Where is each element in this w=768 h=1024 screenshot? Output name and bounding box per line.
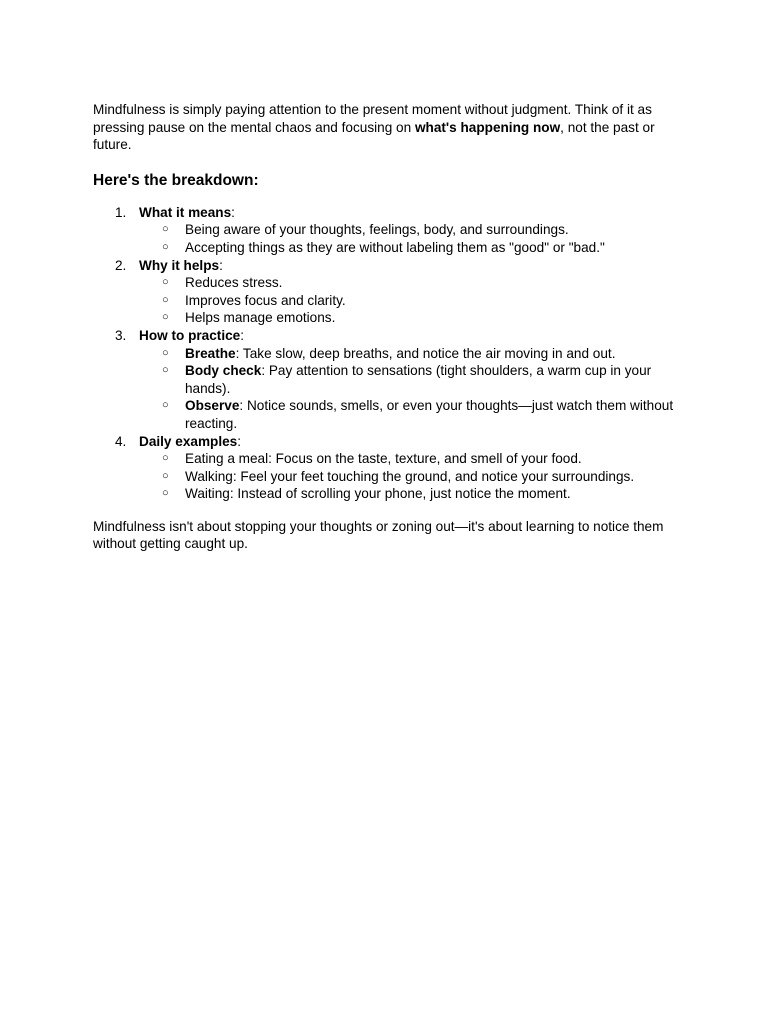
bullet-icon: ○ <box>162 311 169 324</box>
sub-list <box>139 221 683 256</box>
bullet-icon: ○ <box>162 346 169 359</box>
sub-list-item: ○ Breathe: Take slow, deep breaths, and notice the air moving in and out. <box>162 345 616 361</box>
bullet-icon: ○ <box>162 240 169 253</box>
bullet-icon: ○ <box>162 276 169 289</box>
intro-text: Mindfulness is simply paying attention to the present moment without judgment. Think of it as pressing pause on the mental chaos and focusing on <box>93 102 652 135</box>
bullet-icon: ○ <box>162 399 169 412</box>
intro-emphasis: what's happening now <box>414 119 561 135</box>
sub-list-item: ○ Reduces stress. <box>162 275 283 291</box>
bullet-icon: ○ <box>162 223 169 236</box>
list-item-title: What it means <box>139 204 232 220</box>
sub-list-item: ○ Accepting things as they are without labeling them as "good" or "bad." <box>162 239 605 255</box>
sub-list <box>139 450 683 503</box>
document-page <box>93 101 683 553</box>
intro-paragraph <box>93 101 683 154</box>
list-item-daily-examples: 4. Daily examples: ○ Eating a meal: Focus on the taste, texture, and smell of your food. ○ Walking: Feel your feet touching the ground, and notice your surroundings. ○ Waiting: Instead of scrolling your phone, just notice the moment. <box>93 433 683 503</box>
list-item-why-it-helps: 2. Why it helps: ○ Reduces stress. ○ Improves focus and clarity. ○ Helps manage emotions. <box>93 257 683 327</box>
list-number: 2. <box>115 257 127 273</box>
sub-list-item: ○ Being aware of your thoughts, feelings, body, and surroundings. <box>162 222 569 238</box>
list-number: 3. <box>115 327 127 343</box>
sub-list <box>139 345 683 433</box>
sub-list <box>139 274 683 327</box>
sub-list-item: ○ Eating a meal: Focus on the taste, texture, and smell of your food. <box>162 451 582 467</box>
list-item-title: Daily examples <box>139 433 238 449</box>
list-number: 1. <box>115 204 127 220</box>
bullet-icon: ○ <box>162 487 169 500</box>
bullet-icon: ○ <box>162 469 169 482</box>
sub-list-item: ○ Improves focus and clarity. <box>162 292 346 308</box>
list-number: 4. <box>115 433 127 449</box>
bullet-icon: ○ <box>162 452 169 465</box>
list-item-title: Why it helps <box>139 257 220 273</box>
bullet-icon: ○ <box>162 364 169 377</box>
sub-list-item: ○ Waiting: Instead of scrolling your phone, just notice the moment. <box>162 486 571 502</box>
sub-list-item: ○ Walking: Feel your feet touching the ground, and notice your surroundings. <box>162 468 635 484</box>
sub-list-item: ○ Observe: Notice sounds, smells, or even your thoughts—just watch them without reacting. <box>162 398 674 431</box>
sub-list-item: ○ Helps manage emotions. <box>162 310 336 326</box>
list-item-title: How to practice <box>139 327 241 343</box>
breakdown-list <box>93 204 683 503</box>
bullet-icon: ○ <box>162 293 169 306</box>
list-item-what-it-means: 1. What it means: ○ Being aware of your thoughts, feelings, body, and surroundings. ○ Accepting things as they are without labeling them as "good" or "bad." <box>93 204 683 257</box>
sub-list-item: ○ Body check: Pay attention to sensations (tight shoulders, a warm cup in your hands). <box>162 363 652 396</box>
section-heading: Here's the breakdown: <box>93 171 259 189</box>
intro-text-end: , not the past or future. <box>93 119 655 153</box>
list-item-how-to-practice: 3. How to practice: ○ Breathe: Take slow, deep breaths, and notice the air moving in and out. ○ Body check: Pay attention to sensations (tight shoulders, a warm cup in your hands). ○ Observe: Notice sounds, smells, or even your thoughts—just watch them without reacting. <box>93 327 683 433</box>
closing-paragraph: Mindfulness isn't about stopping your thoughts or zoning out—it's about learning to notice them without getting caught up. <box>93 518 664 552</box>
